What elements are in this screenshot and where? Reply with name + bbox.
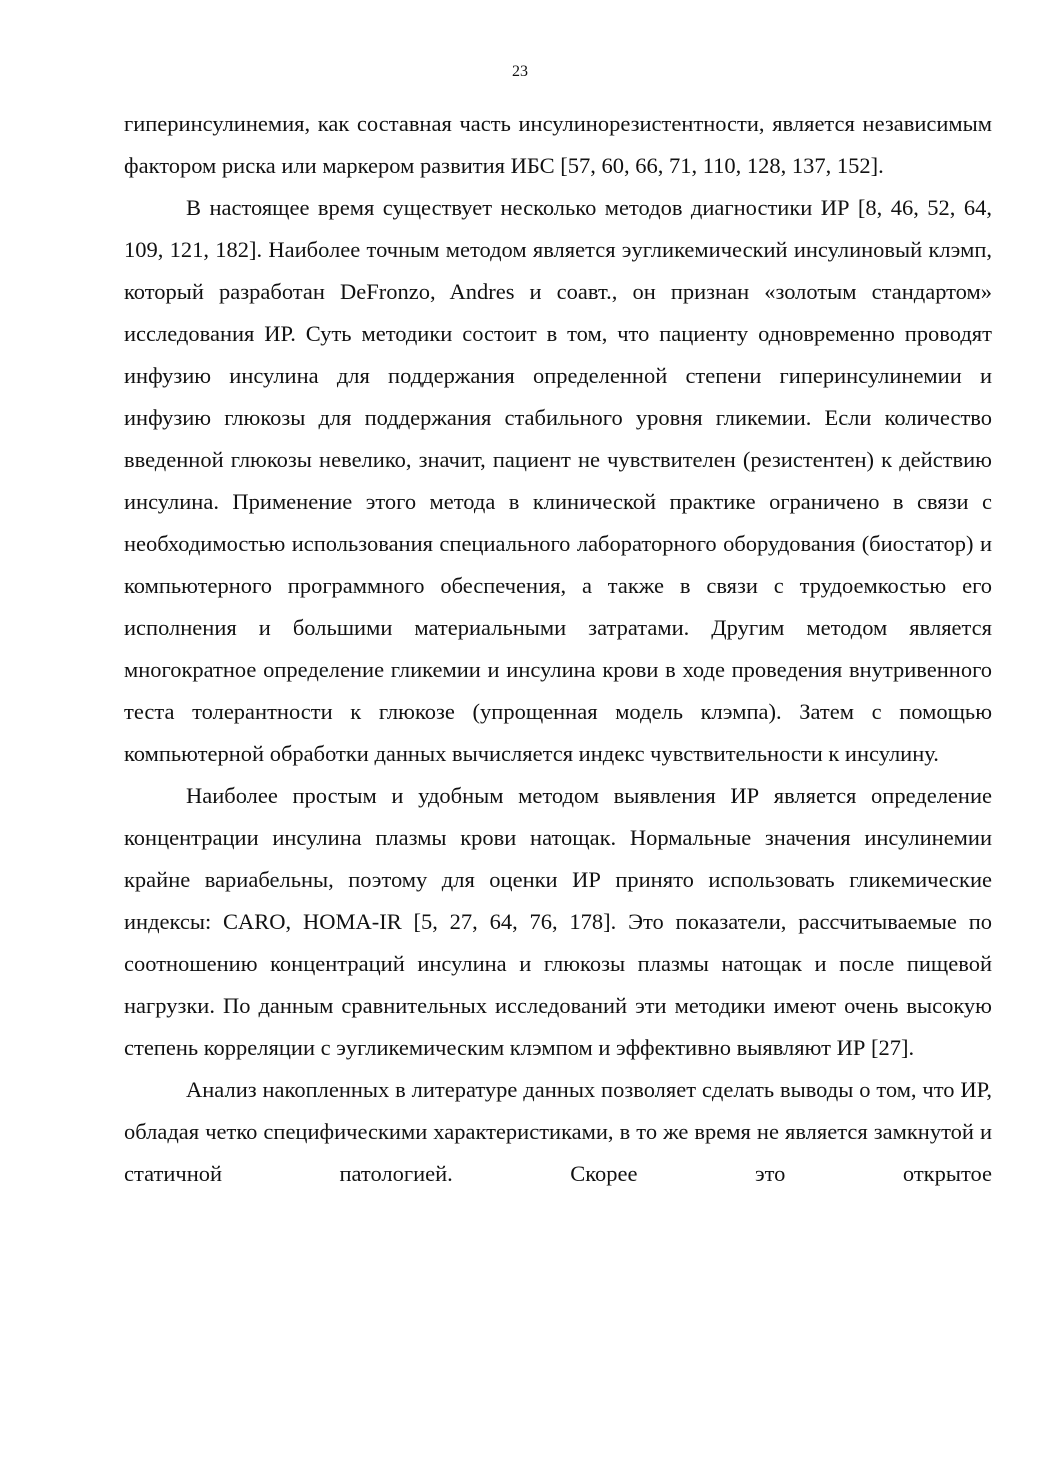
paragraph: гиперинсулинемия, как составная часть инсулинорезистентности, является независимым фактором риска или маркером развития ИБС [57, 60, 66, 71, 110, 128, 137, 152]. — [124, 111, 992, 178]
paragraph: В настоящее время существует несколько методов диагностики ИР [8, 46, 52, 64, 109, 121, 182]. Наиболее точным методом является эугликемический инсулиновый клэмп, который разработан DeFronzo, Andres и соавт., он признан «золотым стандартом» исследования ИР. Суть методики состоит в том, что пациенту одновременно проводят инфузию инсулина для поддержания определенной степени гиперинсулинемии и инфузию глюкозы для поддержания стабильного уровня гликемии. Если количество введенной глюкозы невелико, значит, пациент не чувствителен (резистентен) к действию инсулина. Применение этого метода в клинической практике ограничено в связи с необходимостью использования специального лабораторного оборудования (биостатор) и компьютерного программного обеспечения, а также в связи с трудоемкостью его исполнения и большими материальными затратами. Другим методом является многократное определение гликемии и инсулина крови в ходе проведения внутривенного теста толерантности к глюкозе (упрощенная модель клэмпа). Затем с помощью компьютерной обработки данных вычисляется индекс чувствительности к инсулину. — [124, 195, 992, 766]
paragraph: Наиболее простым и удобным методом выявления ИР является определение концентрации инсулина плазмы крови натощак. Нормальные значения инсулинемии крайне вариабельны, поэтому для оценки ИР принято использовать гликемические индексы: CARO, HOMA-IR [5, 27, 64, 76, 178]. Это показатели, рассчитываемые по соотношению концентраций инсулина и глюкозы плазмы натощак и после пищевой нагрузки. По данным сравнительных исследований эти методики имеют очень высокую степень корреляции с эугликемическим клэмпом и эффективно выявляют ИР [27]. — [124, 783, 992, 1060]
page-number: 23 — [512, 63, 528, 80]
paragraph: Анализ накопленных в литературе данных позволяет сделать выводы о том, что ИР, обладая четко специфическими характеристиками, в то же время не является замкнутой и статичной патологией. Скорее это открытое — [124, 1077, 992, 1186]
body-text — [124, 103, 992, 1195]
